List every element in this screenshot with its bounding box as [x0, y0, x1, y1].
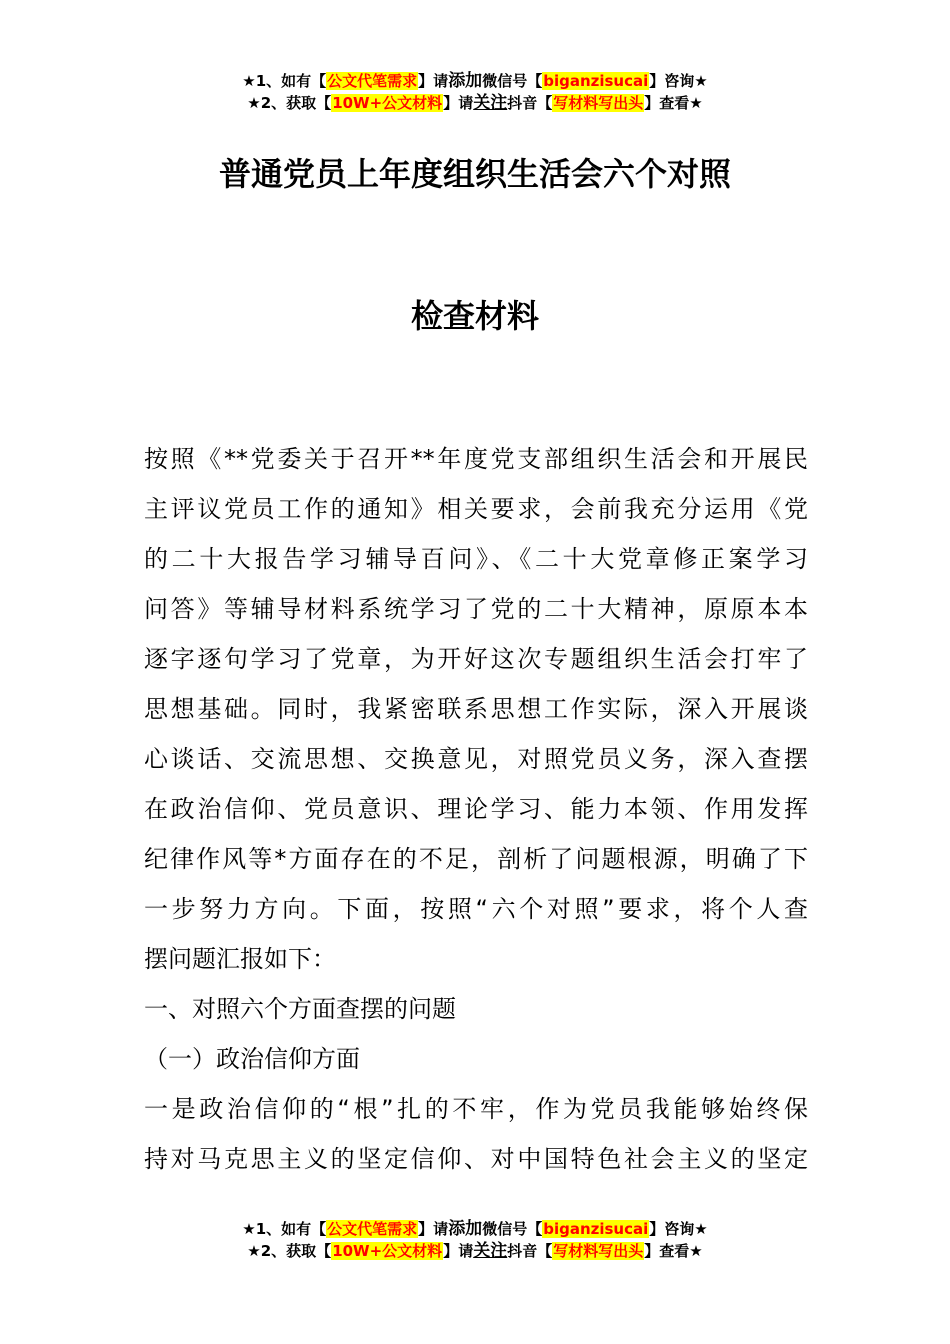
highlight-douyin-account: 写材料写出头: [553, 1242, 644, 1260]
body-line: 主评议党员工作的通知》相关要求，会前我充分运用《党: [144, 495, 808, 523]
highlight-materials: 10W+公文材料: [332, 94, 443, 112]
body-line: 持对马克思主义的坚定信仰、对中国特色社会主义的坚定: [144, 1145, 808, 1173]
banner-line-1: ★1、如有【公文代笔需求】请添加微信号【biganzisucai】咨询★: [242, 1219, 708, 1239]
highlight-materials: 10W+公文材料: [332, 1242, 443, 1260]
highlight-service: 公文代笔需求: [327, 1220, 418, 1238]
header-banner: [0, 70, 950, 114]
body-line: 的二十大报告学习辅导百问》、《二十大党章修正案学习: [144, 545, 808, 573]
body-line: 逐字逐句学习了党章，为开好这次专题组织生活会打牢了: [144, 645, 808, 673]
banner-line-1: ★1、如有【公文代笔需求】请添加微信号【biganzisucai】咨询★: [242, 71, 708, 91]
highlight-service: 公文代笔需求: [327, 72, 418, 90]
subsection-heading: （一）政治信仰方面: [144, 1045, 360, 1073]
banner-line-2: ★2、获取【10W+公文材料】请关注抖音【写材料写出头】查看★: [247, 1241, 703, 1261]
body-line: 心谈话、交流思想、交换意见，对照党员义务，深入查摆: [144, 745, 808, 773]
body-line: 在政治信仰、党员意识、理论学习、能力本领、作用发挥: [144, 795, 808, 823]
body-line: 纪律作风等*方面存在的不足，剖析了问题根源，明确了下: [144, 845, 808, 873]
section-heading: 一、对照六个方面查摆的问题: [144, 995, 456, 1023]
document-title-line-2: 检查材料: [410, 297, 539, 335]
highlight-wechat-id: biganzisucai: [543, 1220, 649, 1238]
body-line: 一是政治信仰的“根”扎的不牢，作为党员我能够始终保: [144, 1095, 808, 1123]
document-body: [144, 434, 808, 1184]
body-line: 摆问题汇报如下：: [144, 945, 336, 973]
banner-line-2: ★2、获取【10W+公文材料】请关注抖音【写材料写出头】查看★: [247, 93, 703, 113]
footer-banner: [0, 1218, 950, 1262]
body-line: 一步努力方向。下面，按照“六个对照”要求，将个人查: [144, 895, 808, 923]
highlight-wechat-id: biganzisucai: [543, 72, 649, 90]
body-line: 问答》等辅导材料系统学习了党的二十大精神，原原本本: [144, 595, 808, 623]
highlight-douyin-account: 写材料写出头: [553, 94, 644, 112]
body-line: 按照《**党委关于召开**年度党支部组织生活会和开展民: [144, 445, 808, 473]
body-line: 思想基础。同时，我紧密联系思想工作实际，深入开展谈: [144, 695, 808, 723]
document-title-line-1: 普通党员上年度组织生活会六个对照: [218, 155, 731, 193]
